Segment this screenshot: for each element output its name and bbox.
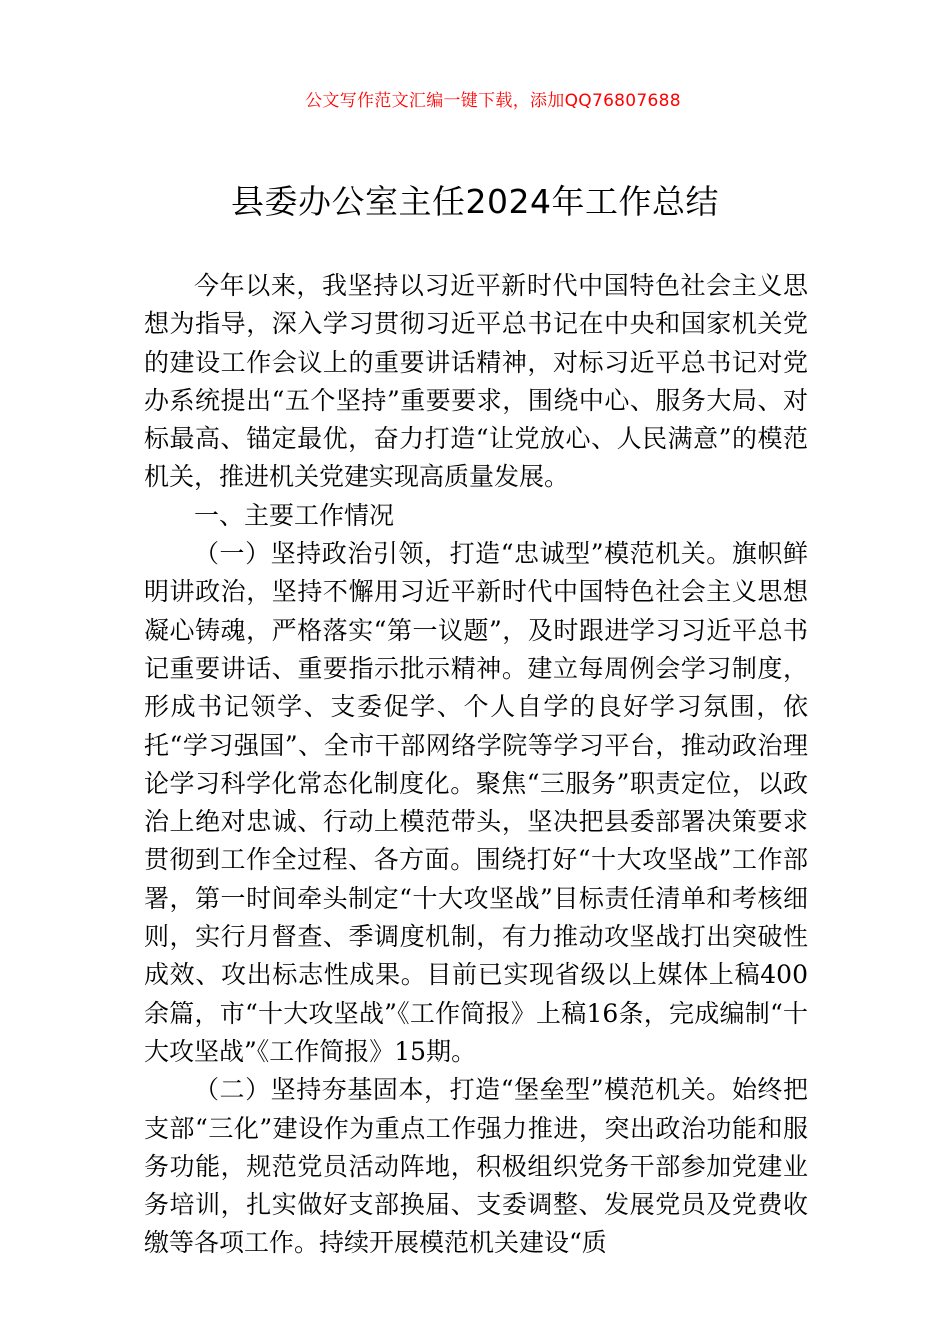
paragraph-section-1-2: （二）坚持夯基固本，打造“堡垒型”模范机关。始终把支部“三化”建设作为重点工作强力推进，突出政治功能和服务功能，规范党员活动阵地，积极组织党务干部参加党建业务培训，扎实做好支部换届、支委调整、发展党员及党费收缴等各项工作。持续开展模范机关建设“质 [144,1075,808,1258]
section-heading-1: 一、主要工作情况 [194,500,395,530]
paragraph-section-1-1: （一）坚持政治引领，打造“忠诚型”模范机关。旗帜鲜明讲政治，坚持不懈用习近平新时代中国特色社会主义思想凝心铸魂，严格落实“第一议题”，及时跟进学习习近平总书记重要讲话、重要指示批示精神。建立每周例会学习制度，形成书记领学、支委促学、个人自学的良好学习氛围，依托“学习强国”、全市干部网络学院等学习平台，推动政治理论学习科学化常态化制度化。聚焦“三服务”职责定位，以政治上绝对忠诚、行动上模范带头，坚决把县委部署决策要求贯彻到工作全过程、各方面。围绕打好“十大攻坚战”工作部署，第一时间牵头制定“十大攻坚战”目标责任清单和考核细则，实行月督查、季调度机制，有力推动攻坚战打出突破性成效、攻出标志性成果。目前已实现省级以上媒体上稿400余篇，市“十大攻坚战”《工作简报》上稿16条，完成编制“十大攻坚战”《工作简报》15期。 [144,539,808,1066]
document-title: 县委办公室主任2024年工作总结 [231,182,719,221]
header-note: 公文写作范文汇编一键下载，添加QQ76807688 [305,91,681,111]
paragraph-intro: 今年以来，我坚持以习近平新时代中国特色社会主义思想为指导，深入学习贯彻习近平总书记在中央和国家机关党的建设工作会议上的重要讲话精神，对标习近平总书记对党办系统提出“五个坚持”重要要求，围绕中心、服务大局、对标最高、锚定最优，奋力打造“让党放心、人民满意”的模范机关，推进机关党建实现高质量发展。 [144,271,808,492]
document-body [144,267,808,1263]
